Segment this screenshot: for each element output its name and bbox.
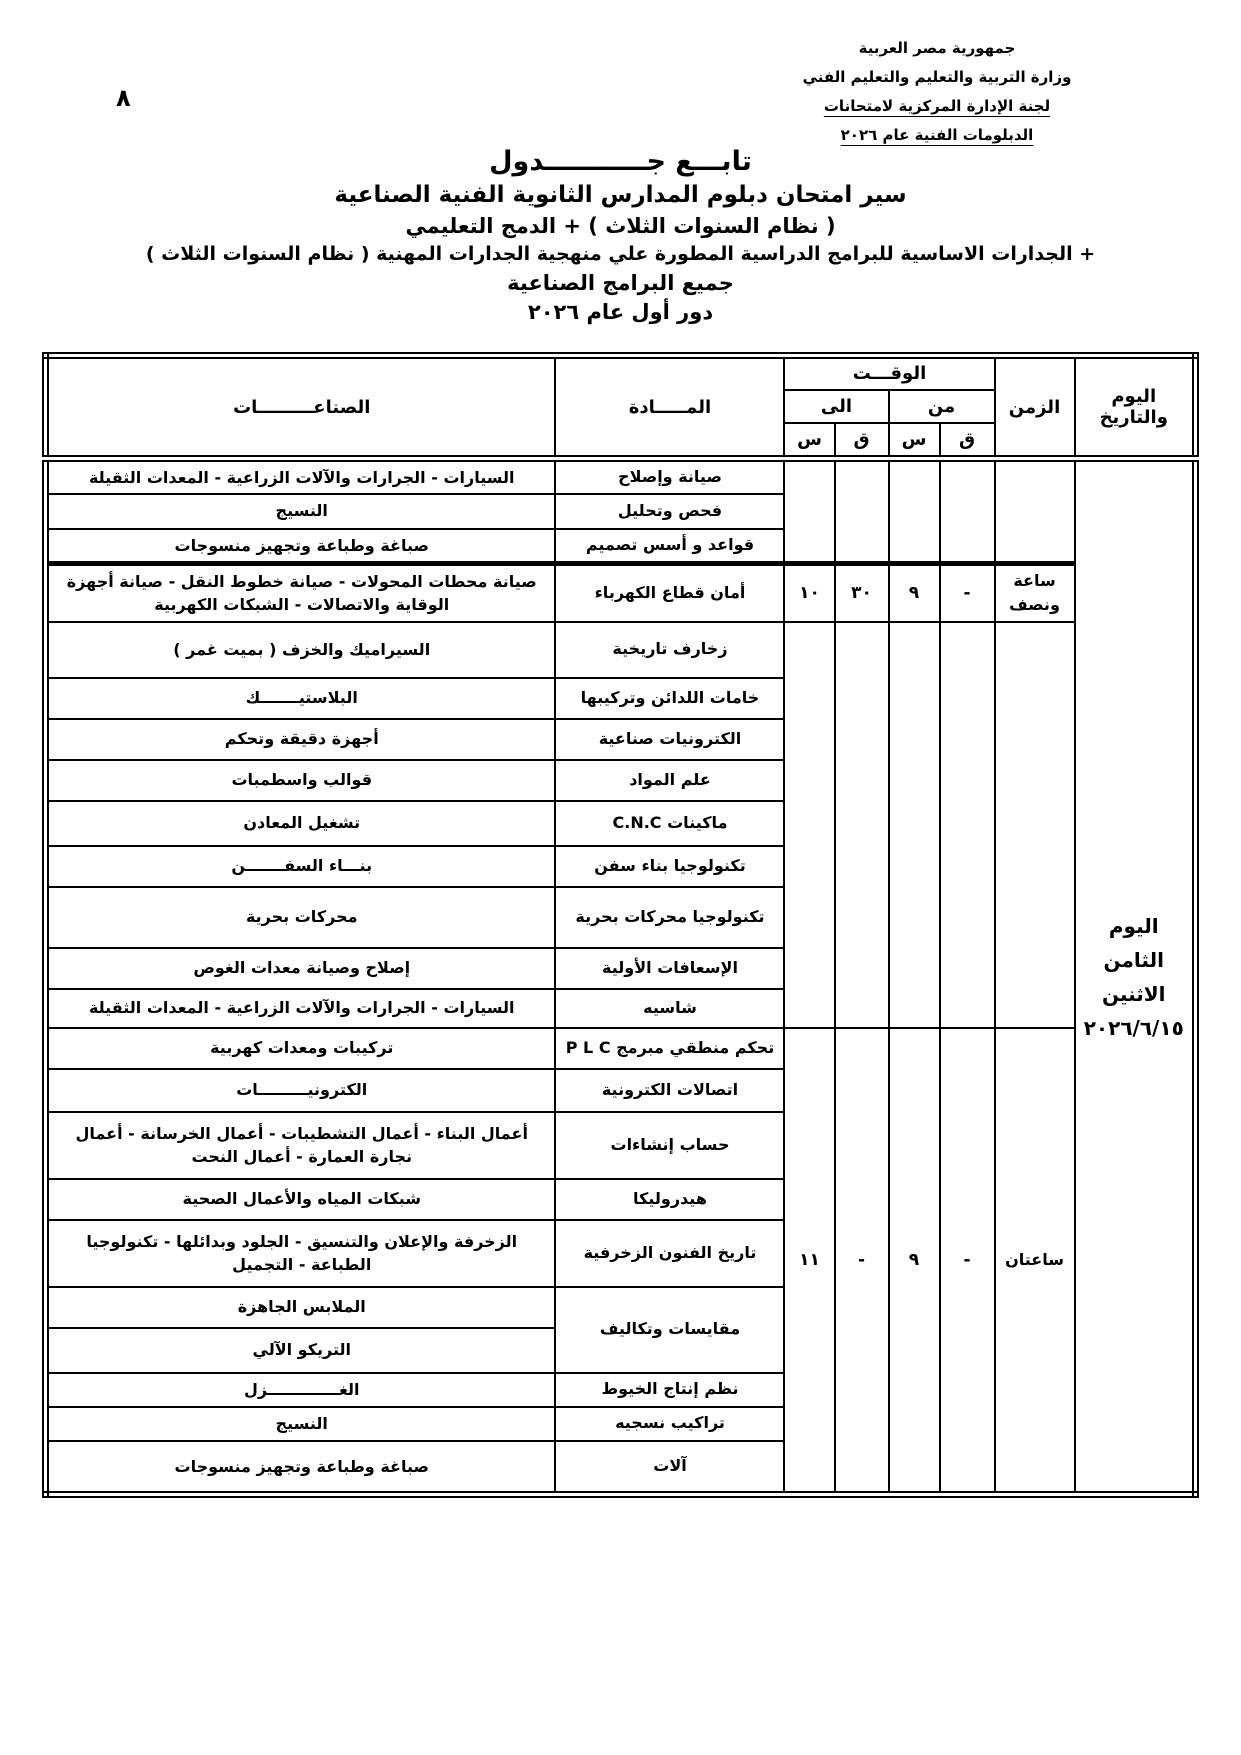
- title-round-year: دور أول عام ٢٠٢٦: [527, 300, 714, 325]
- industries-cell: السيراميك والخزف ( بميت غمر ): [46, 622, 556, 678]
- industries-cell: النسيج: [46, 494, 556, 529]
- header-from: من: [889, 390, 995, 423]
- header-to-hour: س: [784, 423, 834, 459]
- day-ordinal: الثامن: [1103, 947, 1164, 972]
- subject-cell: صيانة وإصلاح: [555, 459, 784, 494]
- title-competencies: + الجدارات الاساسية للبرامج الدراسية المطورة علي منهجية الجدارات المهنية ( نظام السنوات الثلاث ): [145, 243, 1096, 266]
- industries-cell: محركات بحرية: [46, 887, 556, 948]
- subject-cell: اتصالات الكترونية: [555, 1069, 784, 1112]
- page-number: ٨: [116, 84, 131, 112]
- industries-cell: البلاستيـــــــك: [46, 678, 556, 719]
- header-to-minute: ق: [835, 423, 889, 459]
- subject-cell: الكترونيات صناعية: [555, 719, 784, 760]
- industries-cell: النسيج: [46, 1407, 556, 1441]
- subject-cell: علم المواد: [555, 760, 784, 801]
- subject-cell: تاريخ الفنون الزخرفية: [555, 1220, 784, 1287]
- industries-cell: الغـــــــــــــزل: [46, 1373, 556, 1407]
- subject-cell: أمان قطاع الكهرباء: [555, 564, 784, 622]
- time-cell-empty: [889, 622, 940, 1028]
- industries-cell: التريكو الآلي: [46, 1328, 556, 1373]
- duration-cell-empty: [995, 622, 1075, 1028]
- industries-cell: إصلاح وصيانة معدات الغوص: [46, 948, 556, 989]
- duration-cell: ساعتان: [995, 1028, 1075, 1495]
- exam-schedule-table: [42, 352, 1199, 1498]
- industries-cell: الزخرفة والإعلان والتنسيق - الجلود وبدائلها - تكنولوجيا الطباعة - التجميل: [46, 1220, 556, 1287]
- subject-cell: حساب إنشاءات: [555, 1112, 784, 1179]
- time-cell-empty: [940, 459, 995, 564]
- title-system: ( نظام السنوات الثلاث ) + الدمج التعليمي: [405, 213, 836, 238]
- duration-cell: ساعة ونصف: [995, 564, 1075, 622]
- title-exam-name: سير امتحان دبلوم المدارس الثانوية الفنية الصناعية: [334, 182, 907, 209]
- time-from-hour-cell: ٩: [889, 1028, 940, 1495]
- time-from-minute-cell: -: [940, 564, 995, 622]
- subject-cell: تحكم منطقي مبرمج P L C: [555, 1028, 784, 1069]
- day-date: ٢٠٢٦/٦/١٥: [1083, 1015, 1184, 1040]
- header-subject: المـــــادة: [555, 356, 784, 459]
- subject-cell: تكنولوجيا بناء سفن: [555, 846, 784, 887]
- subject-cell: الإسعافات الأولية: [555, 948, 784, 989]
- time-cell-empty: [784, 622, 834, 1028]
- subject-cell: زخارف تاريخية: [555, 622, 784, 678]
- time-to-hour-cell: ١١: [784, 1028, 834, 1495]
- header-from-hour: س: [889, 423, 940, 459]
- header-to: الى: [784, 390, 888, 423]
- title-all-programs: جميع البرامج الصناعية: [507, 270, 734, 295]
- time-from-minute-cell: -: [940, 1028, 995, 1495]
- industries-cell: تشغيل المعادن: [46, 801, 556, 846]
- industries-cell: بنـــاء السفـــــــن: [46, 846, 556, 887]
- time-cell-empty: [835, 459, 889, 564]
- time-to-minute-cell: -: [835, 1028, 889, 1495]
- table-row: [46, 622, 1196, 678]
- time-cell-empty: [940, 622, 995, 1028]
- subject-cell: هيدروليكا: [555, 1179, 784, 1220]
- industries-cell: السيارات - الجرارات والآلات الزراعية - المعدات الثقيلة: [46, 459, 556, 494]
- header-day-date: اليوم والتاريخ: [1075, 356, 1196, 459]
- industries-cell: الملابس الجاهزة: [46, 1287, 556, 1328]
- subject-cell: فحص وتحليل: [555, 494, 784, 529]
- day-date-cell: [1075, 459, 1196, 1495]
- time-cell-empty: [835, 622, 889, 1028]
- letterhead-country: جمهورية مصر العربية: [858, 39, 1016, 57]
- industries-cell: الكترونيـــــــــات: [46, 1069, 556, 1112]
- letterhead-committee: لجنة الإدارة المركزية لامتحانات: [823, 97, 1051, 115]
- subject-cell: مقايسات وتكاليف: [555, 1287, 784, 1373]
- industries-cell: تركيبات ومعدات كهربية: [46, 1028, 556, 1069]
- subject-cell: ماكينات C.N.C: [555, 801, 784, 846]
- time-from-hour-cell: ٩: [889, 564, 940, 622]
- letterhead-diplomas-year: الدبلومات الفنية عام ٢٠٢٦: [840, 126, 1034, 144]
- title-continued-schedule: تابـــع جـــــــــــدول: [489, 146, 752, 177]
- header-industries: الصناعـــــــــات: [46, 356, 556, 459]
- day-weekday: الاثنين: [1101, 981, 1166, 1006]
- document-title: [0, 146, 1241, 325]
- subject-cell: خامات اللدائن وتركيبها: [555, 678, 784, 719]
- subject-cell: شاسيه: [555, 989, 784, 1028]
- industries-cell: أجهزة دقيقة وتحكم: [46, 719, 556, 760]
- subject-cell: تكنولوجيا محركات بحرية: [555, 887, 784, 948]
- duration-cell-empty: [995, 459, 1075, 564]
- subject-cell: آلات: [555, 1441, 784, 1495]
- table-row: [46, 1028, 1196, 1069]
- letterhead: [767, 34, 1107, 150]
- letterhead-ministry: وزارة التربية والتعليم والتعليم الفني: [802, 68, 1072, 86]
- header-row-1: [46, 356, 1196, 390]
- table-row: [46, 564, 1196, 622]
- industries-cell: صباغة وطباعة وتجهيز منسوجات: [46, 1441, 556, 1495]
- subject-cell: تراكيب نسجيه: [555, 1407, 784, 1441]
- industries-cell: صباغة وطباعة وتجهيز منسوجات: [46, 529, 556, 564]
- header-duration: الزمن: [995, 356, 1075, 459]
- time-cell-empty: [889, 459, 940, 564]
- industries-cell: السيارات - الجرارات والآلات الزراعية - المعدات الثقيلة: [46, 989, 556, 1028]
- subject-cell: قواعد و أسس تصميم: [555, 529, 784, 564]
- table-row: [46, 459, 1196, 494]
- header-time: الوقـــت: [784, 356, 994, 390]
- industries-cell: أعمال البناء - أعمال التشطيبات - أعمال الخرسانة - أعمال نجارة العمارة - أعمال النحت: [46, 1112, 556, 1179]
- industries-cell: قوالب واسطمبات: [46, 760, 556, 801]
- time-cell-empty: [784, 459, 834, 564]
- industries-cell: شبكات المياه والأعمال الصحية: [46, 1179, 556, 1220]
- subject-cell: نظم إنتاج الخيوط: [555, 1373, 784, 1407]
- time-to-minute-cell: ٣٠: [835, 564, 889, 622]
- time-to-hour-cell: ١٠: [784, 564, 834, 622]
- header-from-minute: ق: [940, 423, 995, 459]
- day-label: اليوم: [1108, 913, 1159, 938]
- industries-cell: صيانة محطات المحولات - صيانة خطوط النقل - صيانة أجهزة الوقاية والاتصالات - الشبكات الكهربية: [46, 564, 556, 622]
